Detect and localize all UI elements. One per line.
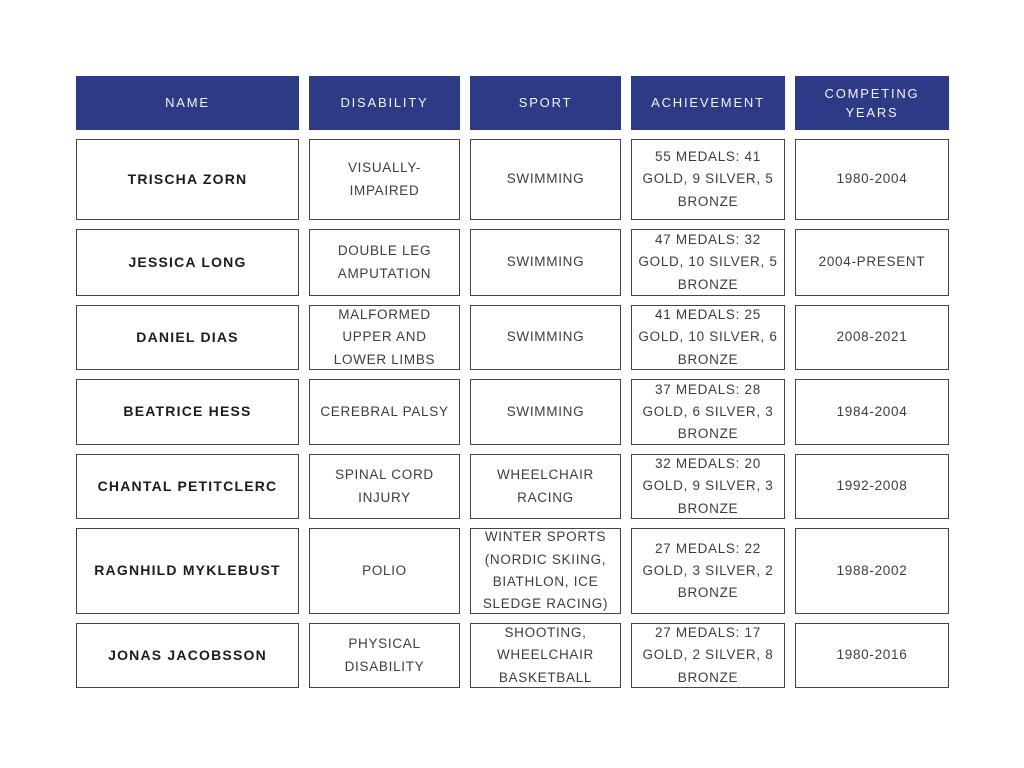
- cell-competing-years: 2008-2021: [795, 305, 949, 370]
- cell-sport: SWIMMING: [470, 139, 621, 220]
- cell-disability: SPINAL CORD INJURY: [309, 454, 460, 519]
- cell-competing-years: 1988-2002: [795, 528, 949, 614]
- cell-competing-years: 1984-2004: [795, 379, 949, 445]
- cell-competing-years: 1992-2008: [795, 454, 949, 519]
- column-header-competing-years: COMPETING YEARS: [795, 76, 949, 130]
- cell-name: CHANTAL PETITCLERC: [76, 454, 299, 519]
- cell-achievement: 27 MEDALS: 22 GOLD, 3 SILVER, 2 BRONZE: [631, 528, 785, 614]
- cell-name: RAGNHILD MYKLEBUST: [76, 528, 299, 614]
- cell-name: JESSICA LONG: [76, 229, 299, 296]
- cell-name: DANIEL DIAS: [76, 305, 299, 370]
- cell-achievement: 41 MEDALS: 25 GOLD, 10 SILVER, 6 BRONZE: [631, 305, 785, 370]
- cell-sport: SWIMMING: [470, 229, 621, 296]
- cell-disability: POLIO: [309, 528, 460, 614]
- cell-achievement: 55 MEDALS: 41 GOLD, 9 SILVER, 5 BRONZE: [631, 139, 785, 220]
- cell-name: JONAS JACOBSSON: [76, 623, 299, 688]
- cell-sport: SWIMMING: [470, 379, 621, 445]
- cell-achievement: 47 MEDALS: 32 GOLD, 10 SILVER, 5 BRONZE: [631, 229, 785, 296]
- column-header-achievement: ACHIEVEMENT: [631, 76, 785, 130]
- cell-sport: WHEELCHAIR RACING: [470, 454, 621, 519]
- column-header-disability: DISABILITY: [309, 76, 460, 130]
- cell-disability: DOUBLE LEG AMPUTATION: [309, 229, 460, 296]
- cell-achievement: 32 MEDALS: 20 GOLD, 9 SILVER, 3 BRONZE: [631, 454, 785, 519]
- cell-sport: WINTER SPORTS (NORDIC SKIING, BIATHLON, ICE SLEDGE RACING): [470, 528, 621, 614]
- column-header-sport: SPORT: [470, 76, 621, 130]
- cell-name: BEATRICE HESS: [76, 379, 299, 445]
- paralympic-athletes-table: [76, 76, 949, 688]
- cell-disability: MALFORMED UPPER AND LOWER LIMBS: [309, 305, 460, 370]
- cell-disability: PHYSICAL DISABILITY: [309, 623, 460, 688]
- cell-name: TRISCHA ZORN: [76, 139, 299, 220]
- cell-sport: SWIMMING: [470, 305, 621, 370]
- cell-achievement: 27 MEDALS: 17 GOLD, 2 SILVER, 8 BRONZE: [631, 623, 785, 688]
- cell-competing-years: 1980-2004: [795, 139, 949, 220]
- cell-disability: VISUALLY-IMPAIRED: [309, 139, 460, 220]
- cell-competing-years: 2004-PRESENT: [795, 229, 949, 296]
- column-header-name: NAME: [76, 76, 299, 130]
- cell-competing-years: 1980-2016: [795, 623, 949, 688]
- cell-achievement: 37 MEDALS: 28 GOLD, 6 SILVER, 3 BRONZE: [631, 379, 785, 445]
- cell-disability: CEREBRAL PALSY: [309, 379, 460, 445]
- cell-sport: SHOOTING, WHEELCHAIR BASKETBALL: [470, 623, 621, 688]
